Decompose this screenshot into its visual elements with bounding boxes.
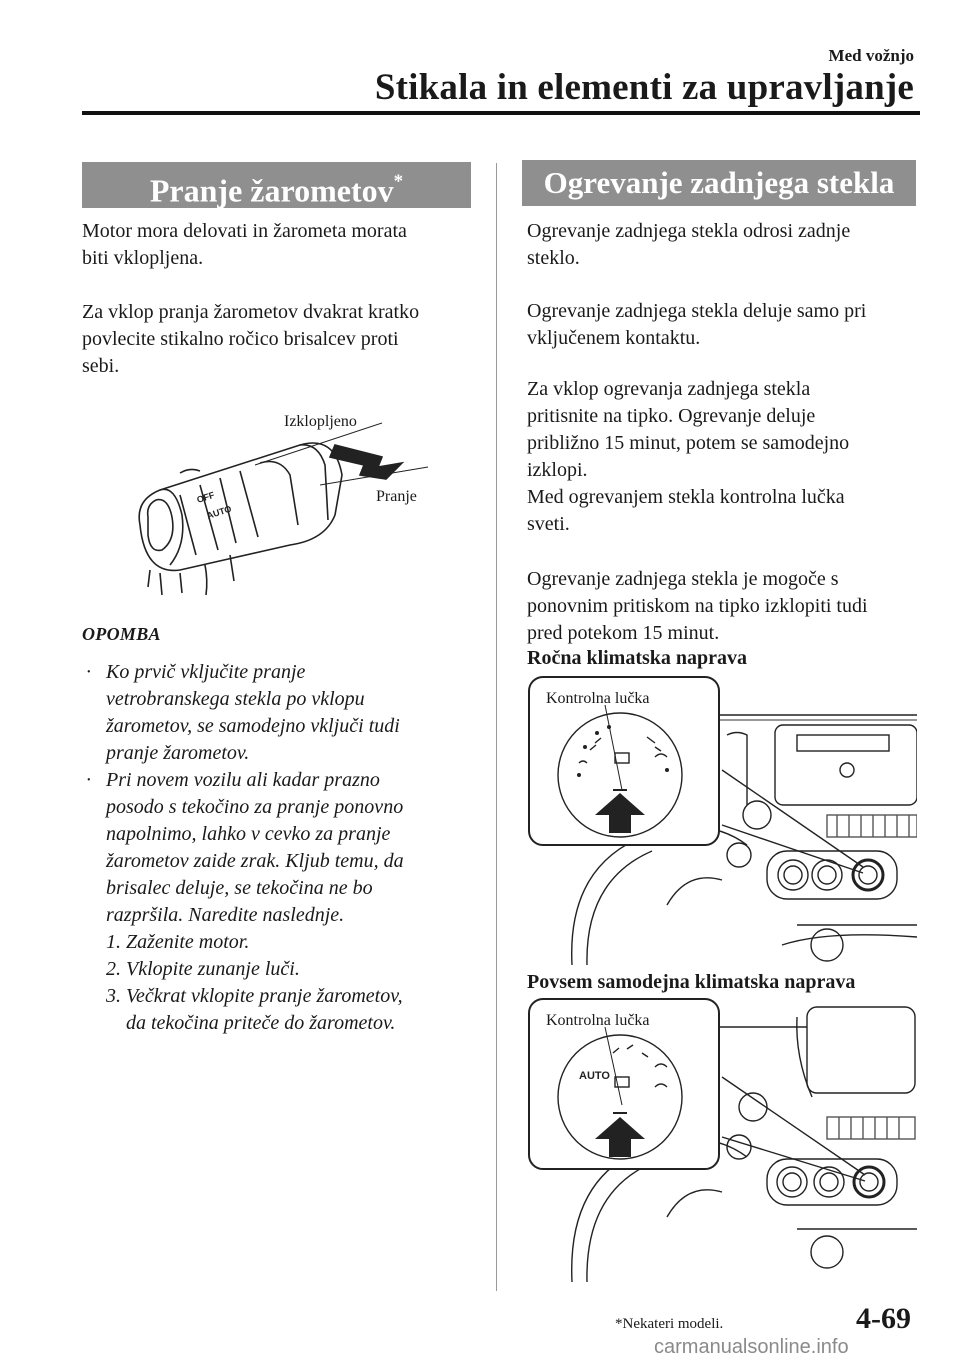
- note-step: [82, 956, 482, 983]
- text-line: Ogrevanje zadnjega stekla deluje samo pri: [527, 300, 867, 322]
- page-number: 4-69: [856, 1302, 911, 1335]
- section-heading-headlight-washer: [82, 162, 471, 208]
- text-line: da tekočina priteče do žarometov.: [126, 1012, 396, 1034]
- note-step: [82, 929, 482, 956]
- text-line: biti vklopljena.: [82, 247, 204, 269]
- label-wash: Pranje: [376, 488, 417, 505]
- text-line: Med ogrevanjem stekla kontrolna lučka: [527, 486, 845, 508]
- subheading-auto-ac: Povsem samodejna klimatska naprava: [527, 971, 856, 993]
- note-title: OPOMBA: [82, 624, 161, 644]
- text-line: izklopi.: [527, 459, 588, 481]
- bullet-dot: ·: [86, 769, 91, 791]
- text-line: Za vklop ogrevanja zadnjega stekla: [527, 378, 811, 400]
- auto-button-text: AUTO: [579, 1070, 610, 1082]
- text-line: sveti.: [527, 513, 570, 535]
- section-heading-rear-defroster: Ogrevanje zadnjega stekla: [522, 160, 916, 206]
- text-line: Ogrevanje zadnjega stekla odrosi zadnje: [527, 220, 851, 242]
- text-line: Ko prvič vključite pranje: [106, 661, 306, 683]
- note-body: [82, 659, 482, 1037]
- text-line: približno 15 minut, potem se samodejno: [527, 432, 850, 454]
- label-off: Izklopljeno: [284, 413, 357, 430]
- text-line: žarometov zaide zrak. Kljub temu, da: [106, 850, 404, 872]
- text-line: steklo.: [527, 247, 580, 269]
- optional-mark: *: [393, 171, 404, 192]
- text-line: žarometov, se samodejno vključi tudi: [106, 715, 400, 737]
- text-line: pranje žarometov.: [106, 742, 250, 764]
- text-line: razpršila. Naredite naslednje.: [106, 904, 345, 926]
- column-divider: [496, 163, 497, 1291]
- text-line: Večkrat vklopite pranje žarometov,: [126, 985, 403, 1007]
- left-paragraph-2: [82, 299, 482, 380]
- watermark: carmanualsonline.info: [654, 1336, 849, 1358]
- footer-footnote: *Nekateri modeli.: [615, 1316, 724, 1332]
- text-line: pred potekom 15 minut.: [527, 622, 720, 644]
- note-bullet: [82, 767, 482, 929]
- text-line: Vklopite zunanje luči.: [126, 958, 300, 980]
- step-number: 2.: [106, 958, 121, 980]
- right-paragraph-1: [527, 218, 927, 272]
- switch-off-text: OFF: [195, 489, 216, 505]
- text-line: vključenem kontaktu.: [527, 327, 701, 349]
- bullet-dot: ·: [86, 661, 91, 683]
- note-step: [82, 983, 482, 1037]
- text-line: vetrobranskega stekla po vklopu: [106, 688, 365, 710]
- text-line: posodo s tekočino za pranje ponovno: [106, 796, 404, 818]
- step-number: 3.: [106, 985, 121, 1007]
- switch-auto-text: AUTO: [205, 503, 233, 521]
- header-rule: [82, 111, 920, 115]
- manual-ac-illustration: [527, 675, 917, 965]
- left-paragraph-1: [82, 218, 482, 272]
- text-line: Motor mora delovati in žarometa morata: [82, 220, 407, 242]
- text-line: Pri novem vozilu ali kadar prazno: [106, 769, 380, 791]
- subheading-manual-ac: Ročna klimatska naprava: [527, 647, 748, 669]
- auto-ac-illustration: [527, 997, 917, 1282]
- indicator-label-2: Kontrolna lučka: [546, 1012, 650, 1029]
- indicator-label-1: Kontrolna lučka: [546, 690, 650, 707]
- heading-text: Pranje žarometov: [149, 172, 394, 209]
- step-number: 1.: [106, 931, 121, 953]
- text-line: Za vklop pranja žarometov dvakrat kratko: [82, 301, 420, 323]
- text-line: Zaženite motor.: [126, 931, 250, 953]
- text-line: Ogrevanje zadnjega stekla je mogoče s: [527, 568, 839, 590]
- note-bullet: [82, 659, 482, 767]
- chapter-label: Med vožnjo: [828, 46, 914, 65]
- right-paragraph-4: [527, 566, 927, 647]
- right-paragraph-2: [527, 298, 927, 352]
- text-line: pritisnite na tipko. Ogrevanje deluje: [527, 405, 816, 427]
- wiper-lever-illustration: [120, 405, 440, 610]
- text-line: brisalec deluje, se tekočina ne bo: [106, 877, 373, 899]
- text-line: sebi.: [82, 355, 120, 377]
- text-line: ponovnim pritiskom na tipko izklopiti tudi: [527, 595, 868, 617]
- text-line: povlecite stikalno ročico brisalcev proti: [82, 328, 399, 350]
- text-line: napolnimo, lahko v cevko za pranje: [106, 823, 391, 845]
- page-title: Stikala in elementi za upravljanje: [374, 67, 914, 108]
- right-paragraph-3: [527, 376, 927, 538]
